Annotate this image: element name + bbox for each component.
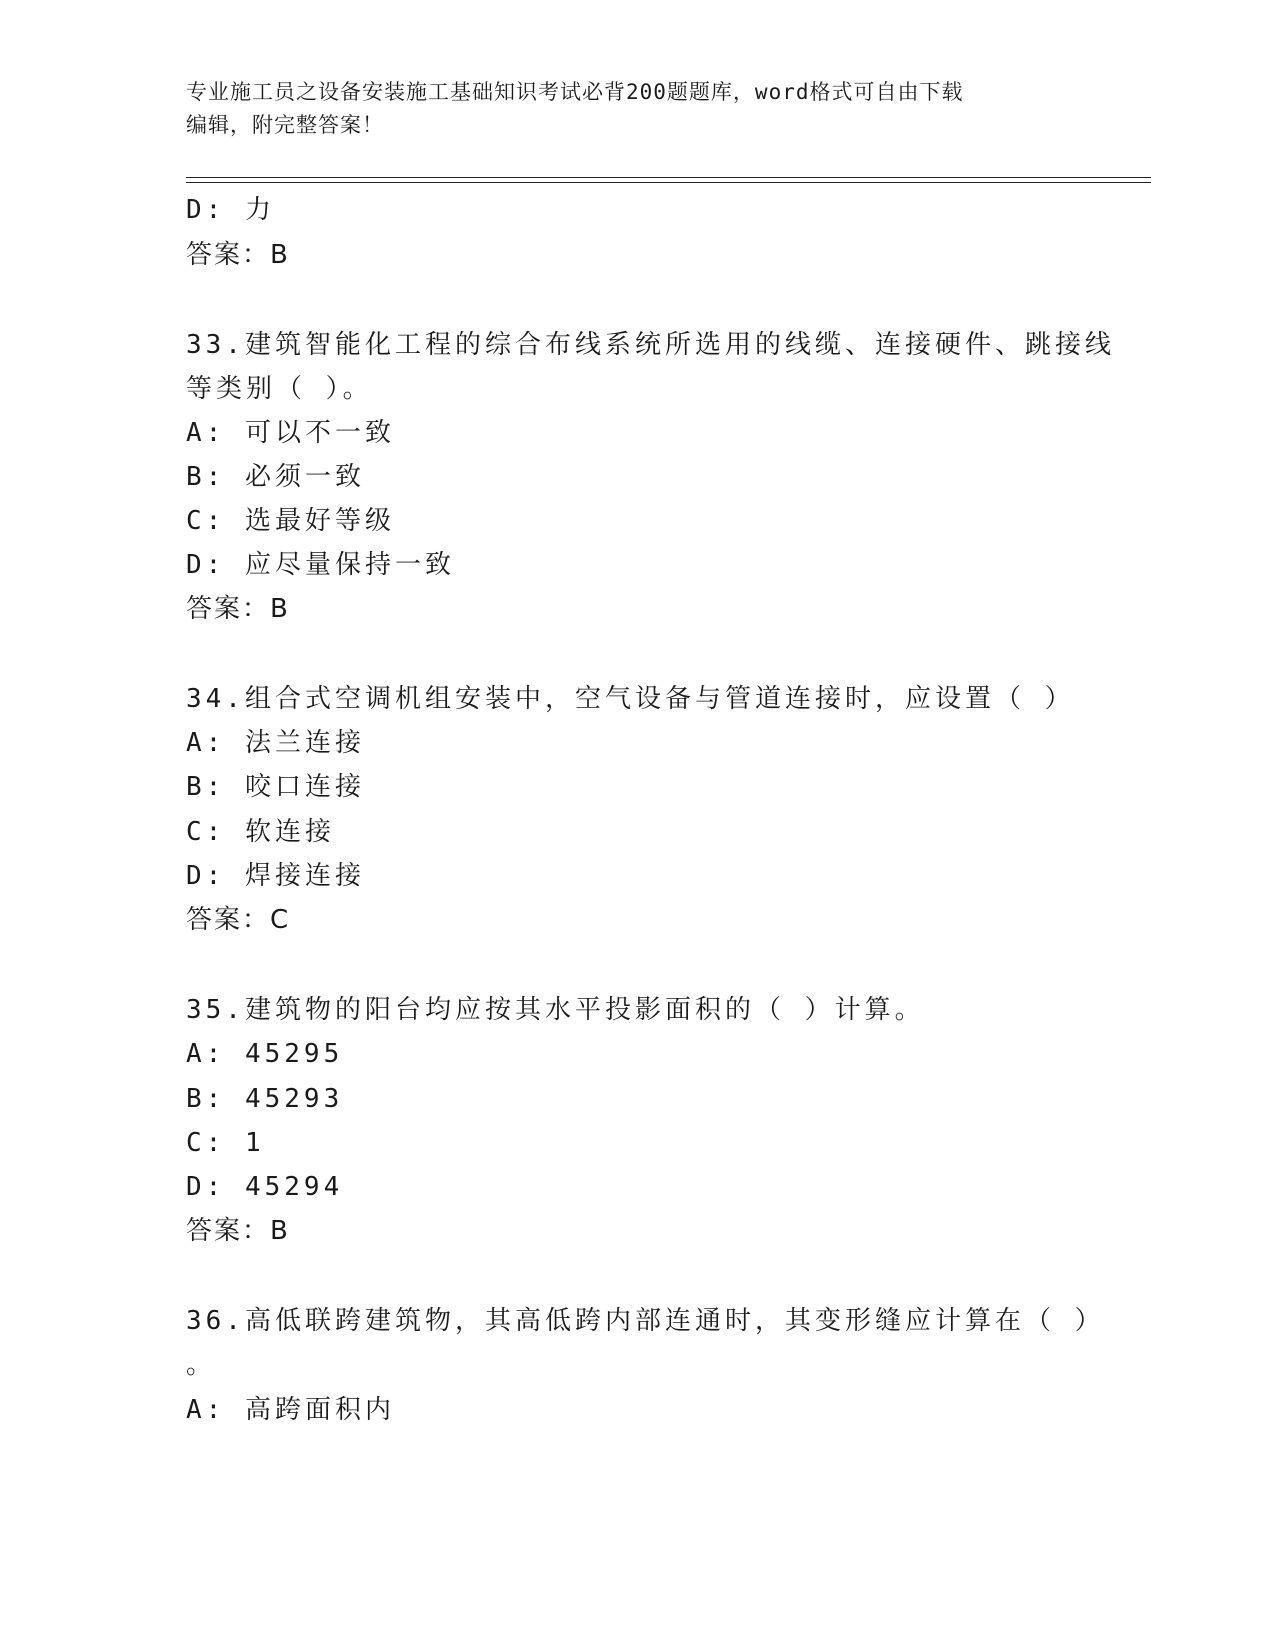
q34-option-a: A: 法兰连接 [186,728,365,758]
q34-stem-line1: 34.组合式空调机组安装中，空气设备与管道连接时，应设置（ ） [186,684,1075,714]
q33-option-a: A: 可以不一致 [186,418,395,448]
header-title-line2: 编辑，附完整答案！ [186,113,384,137]
q33-option-d: D: 应尽量保持一致 [186,550,455,580]
answer-label: 答案： [186,594,271,624]
answer-label: 答案： [186,1216,271,1246]
q34-option-b: B: 咬口连接 [186,772,365,802]
header-title-line1: 专业施工员之设备安装施工基础知识考试必背200题题库，word格式可自由下载 [186,80,964,104]
q33-stem-line1: 33.建筑智能化工程的综合布线系统所选用的线缆、连接硬件、跳接线 [186,330,1115,360]
q33-answer [186,592,289,626]
answer-value: B [270,240,289,270]
document-header [186,76,1066,142]
answer-label: 答案： [186,905,271,935]
prev-answer [186,238,289,272]
header-divider-bottom [186,182,1151,183]
answer-value: B [270,594,289,624]
q35-answer [186,1214,289,1248]
q36-stem-line1: 36.高低联跨建筑物，其高低跨内部连通时，其变形缝应计算在（ ） [186,1306,1105,1336]
q33-option-c: C: 选最好等级 [186,506,395,536]
q35-option-c: C: 1 [186,1128,265,1158]
q35-option-b: B: 45293 [186,1084,344,1114]
q33-option-b: B: 必须一致 [186,462,365,492]
prev-option-d: D: 力 [186,195,275,225]
q36-stem-line2: 。 [186,1350,217,1380]
q35-option-d: D: 45294 [186,1172,344,1202]
q34-answer [186,903,289,937]
q33-stem-line2: 等类别（ ）。 [186,374,373,404]
answer-value: C [270,905,290,935]
q34-option-d: D: 焊接连接 [186,861,365,891]
q35-stem-line1: 35.建筑物的阳台均应按其水平投影面积的（ ）计算。 [186,995,925,1025]
q36-option-a: A: 高跨面积内 [186,1395,395,1425]
q35-option-a: A: 45295 [186,1039,344,1069]
q34-option-c: C: 软连接 [186,817,335,847]
answer-value: B [270,1216,289,1246]
header-divider-top [186,177,1151,178]
answer-label: 答案： [186,240,271,270]
